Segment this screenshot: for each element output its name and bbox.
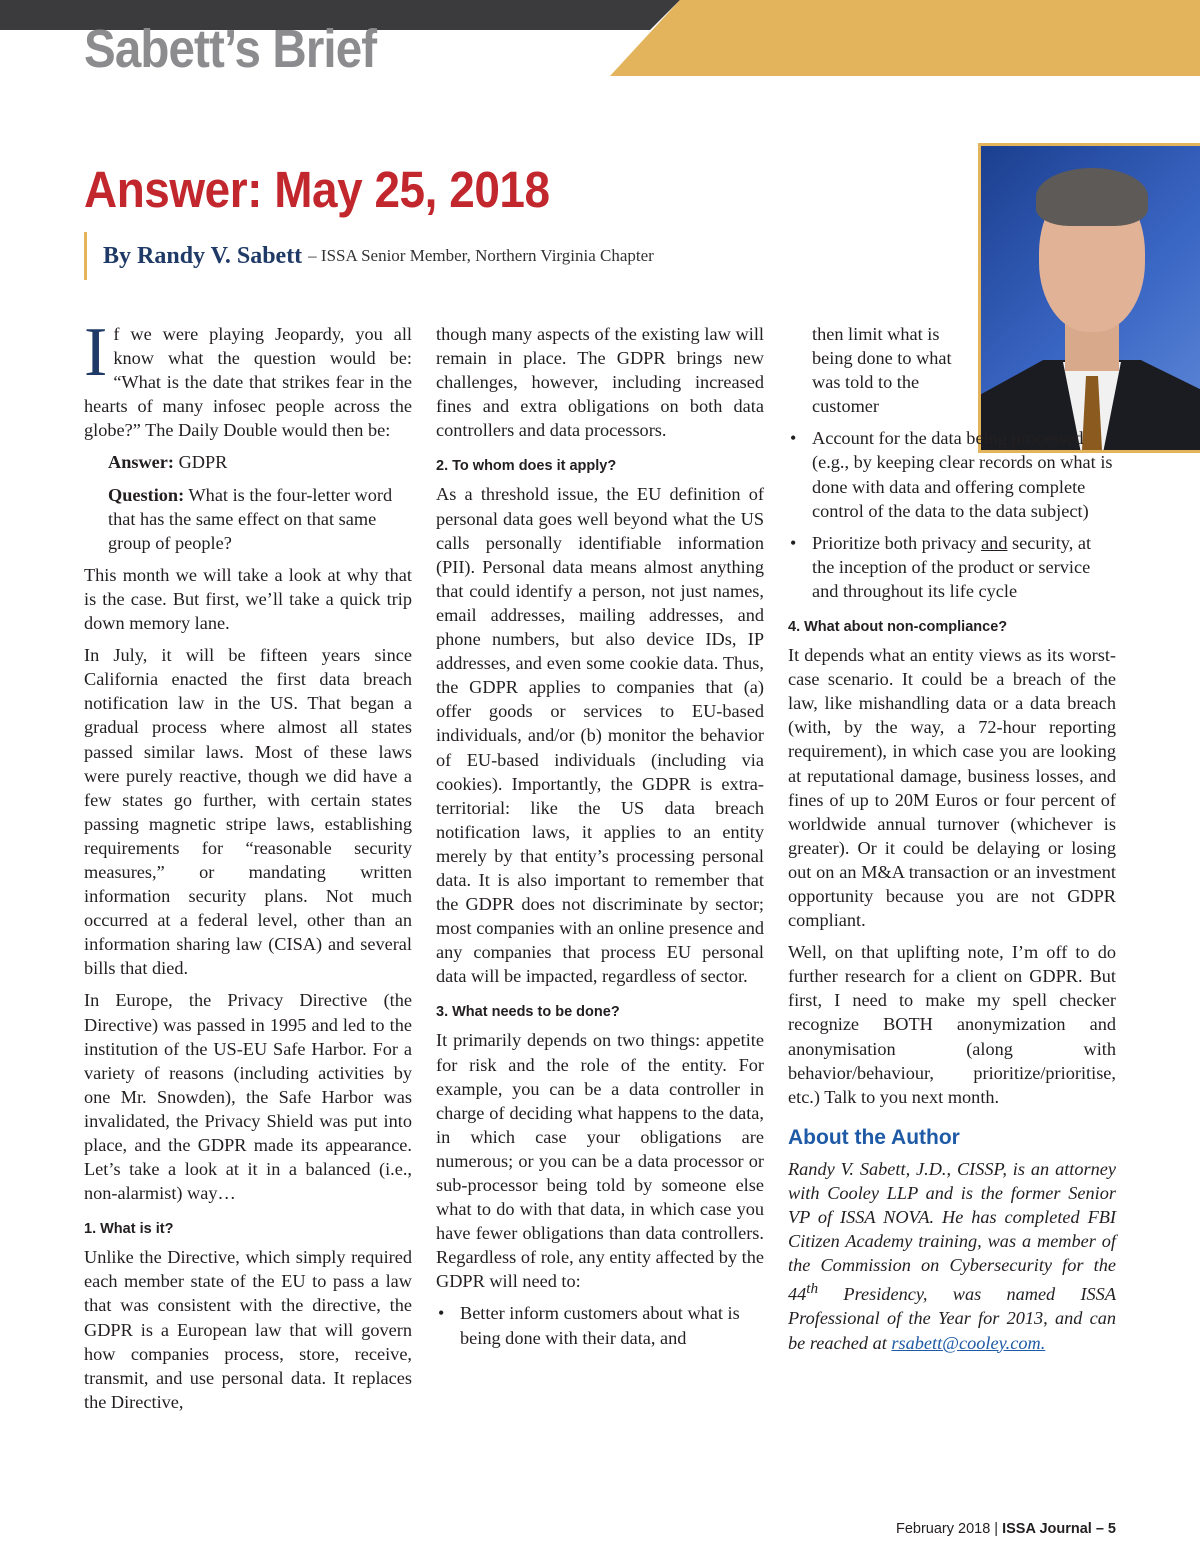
bullet-account-text: Account for the data being processed (e.g., by keeping clear records on what is done with data and offering complete control of the data to the data subject) [812, 428, 1113, 521]
paragraph-unlike: Unlike the Directive, which simply required each member state of the EU to pass a law that was consistent with the directive, the GDPR is a European law that will govern how companies process, store, receive, transmit, and use personal data. It replaces the Directive, [84, 1247, 412, 1412]
paragraph-depends-role: It primarily depends on two things: appetite for risk and the role of the entity. For example, you can be a data controller in charge of deciding what happens to the data, in which case your obligations are numerous; or you can be a data processor or sub-processor being told by someone else what to do with that data, in which case you have fewer obligations than data controllers. Regardless of role, any entity affected by the GDPR will need to: [436, 1030, 764, 1292]
photo-hair-shape [1036, 168, 1148, 226]
question-line [108, 483, 412, 555]
about-text-a: Randy V. Sabett, J.D., CISSP, is an attorney with Cooley LLP and is the former Senior VP of ISSA NOVA. He has completed FBI Citizen Academy training, was a member of the Commission on Cybersecurity for the 44 [788, 1158, 1116, 1305]
bullet-prioritize-and: and [981, 532, 1008, 553]
section-title: Sabett’s Brief [84, 19, 377, 79]
column-2 [436, 322, 764, 1360]
section-heading-non-compliance: 4. What about non-compliance? [788, 619, 1008, 636]
author-affiliation: – ISSA Senior Member, Northern Virginia Chapter [308, 246, 654, 265]
byline [84, 232, 654, 280]
answer-text: GDPR [174, 452, 228, 473]
question-label: Question: [108, 484, 185, 505]
paragraph-continuation: though many aspects of the existing law will remain in place. The GDPR brings new challenges, however, including increased fines and extra obligations on both data controllers and data processors. [436, 324, 764, 441]
section-heading-to-whom: 2. To whom does it apply? [436, 458, 617, 475]
drop-cap: I [84, 314, 108, 391]
question-text: What is the four-letter word that has the same effect on that same group of people? [108, 484, 393, 553]
paragraph-month: This month we will take a look at why that is the case. But first, we’ll take a quick trip down memory lane. [84, 564, 412, 634]
page-footer [896, 1521, 1116, 1537]
paragraph-europe: In Europe, the Privacy Directive (the Directive) was passed in 1995 and led to the institution of the US-EU Safe Harbor. For a variety of reasons (including activities by one Mr. Snowden), the Safe Harbor was invalidated, the Privacy Shield was put into place, and the GDPR made its appearance. Let’s take a look at it in a balanced (i.e., non-alarmist) way… [84, 990, 412, 1204]
about-superscript: th [806, 1280, 819, 1298]
article-headline: Answer: May 25, 2018 [84, 161, 550, 218]
bullet-prioritize-a: Prioritize both privacy [812, 532, 982, 553]
answer-line [108, 450, 412, 474]
column-3 [788, 322, 1116, 1363]
intro-paragraph [84, 314, 412, 442]
author-email-link[interactable]: rsabett@cooley.com. [891, 1332, 1046, 1353]
obligations-list-start [436, 1301, 764, 1349]
list-item [788, 426, 1116, 522]
paragraph-july: In July, it will be fifteen years since California enacted the first data breach notification law in the US. That began a gradual process where almost all states passed similar laws. Most of these laws were purely reactive, though we did have a few states go further, with certain states passing magnetic stripe laws, establishing requirements for “reasonable security measures,” or mandating written information security plans. Not much occurred at a federal level, other than an information sharing law (CISA) and several bills that died. [84, 645, 412, 979]
paragraph-uplifting: Well, on that uplifting note, I’m off to do further research for a client on GDPR. But first, I need to make my spell checker recognize BOTH anonymization and anonymisation (along with behavior/behaviour, prioritize/prioritise, etc.) Talk to you next month. [788, 942, 1116, 1107]
intro-text: f we were playing Jeopardy, you all know what the question would be: “What is the date that strikes fear in the hearts of many infosec people across the globe?” The Daily Double would then be: [84, 324, 412, 441]
section-heading-what-needs: 3. What needs to be done? [436, 1004, 620, 1021]
about-text-b: Presidency, was named ISSA Professional of the Year for 2013, and can be reached at [788, 1284, 1116, 1353]
section-banner [0, 0, 1200, 79]
author-name: By Randy V. Sabett [103, 242, 303, 269]
list-item [788, 531, 1116, 603]
paragraph-worst-case: It depends what an entity views as its worst-case scenario. It could be a breach of the law, like mishandling data or a data breach (with, by the way, a 72-hour reporting requirement), in which case you are looking at reputational damage, business losses, and fines of up to 20M Euros or four percent of worldwide annual turnover (whichever is greater). Or it could be delaying or losing out on an M&A transaction or an investment opportunity because you are not GDPR compliant. [788, 645, 1116, 931]
column-1 [84, 314, 412, 1422]
about-author-heading: About the Author [788, 1125, 960, 1149]
bullet-prioritize-b: security, at the inception of the product or service and throughout its life cycle [812, 532, 1092, 601]
paragraph-threshold: As a threshold issue, the EU definition of personal data goes well beyond what the US calls personally identifiable information (PII). Personal data means almost anything that could identify a person, not just names, email addresses, mailing addresses, and phone numbers, but also device IDs, IP addresses, and even some cookie data. Thus, the GDPR applies to companies that (a) offer goods or services to EU-based individuals, and/or (b) monitor the behavior of EU-based individuals (including via cookies). Importantly, the GDPR is extra-territorial: like the US data breach notification laws, it applies to an entity merely by that entity’s processing personal data. It is also important to remember that the GDPR does not discriminate by sector; most companies with an online presence and any companies that process EU personal data will be impacted, regardless of sector. [436, 484, 764, 987]
section-heading-what-is-it: 1. What is it? [84, 1221, 174, 1238]
about-author-text [788, 1157, 1116, 1355]
answer-label: Answer: [108, 452, 175, 473]
list-item: • Better inform customers about what is being done with their data, and [436, 1301, 764, 1349]
footer-journal: ISSA Journal – 5 [1002, 1521, 1116, 1537]
bullet-continuation: then limit what is being done to what was told to the customer [812, 324, 952, 417]
obligations-list-end [788, 426, 1116, 603]
footer-date: February 2018 | [895, 1521, 1003, 1537]
